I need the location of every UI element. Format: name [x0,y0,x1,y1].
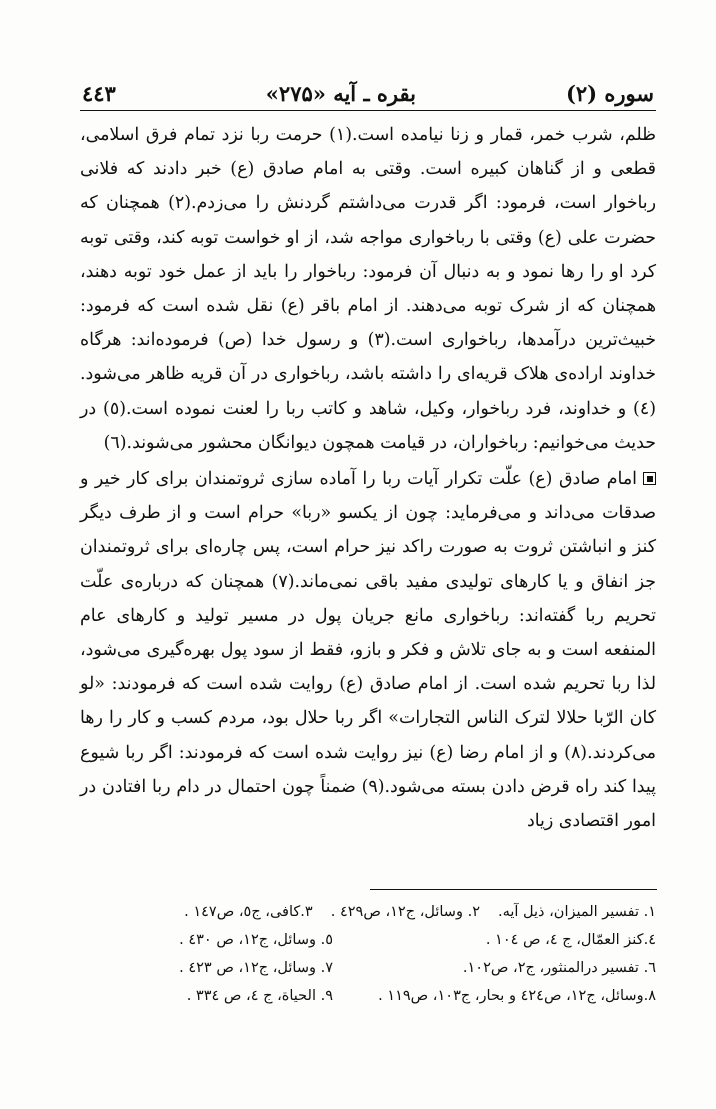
verse-title: بقره ـ آیه «۲۷۵» [265,80,416,106]
page-header [82,78,654,108]
footnote-2: ۲. وسائل، ج۱۲، ص٤۲۹ . [330,904,480,920]
paragraph-2 [80,462,656,838]
footnote-row [120,898,656,926]
page-number: ٤٤٣ [82,80,116,106]
footnote-row [120,954,656,982]
footnote-7: ۷. وسائل، ج۱۲، ص ٤۲۳ . [179,960,333,976]
footnote-3: ۳.کافی، ج٥، ص۱٤۷ . [184,904,313,920]
footnote-8: ۸.وسائل، ج۱۲، ص٤۲٤ و بحار، ج۱۰۳، ص۱۱۹ . [378,988,656,1004]
footnotes [120,898,656,1010]
paragraph-2-text: امام صادق (ع) علّت تکرار آیات ربا را آماده سازی ثروتمندان برای کار خیر و صدقات می‌داند و می‌فرماید: چون از یکسو «ربا» حرام است و از طرف دیگر کنز و انباشتن ثروت به صورت راکد نیز حرام است، پس چاره‌ای برای ثروتمندان جز انفاق و یا کارهای تولیدی مفید باقی نمی‌ماند.(۷) همچنان که درباره‌ی علّت تحریم ربا گفته‌اند: رباخواری مانع جریان پول در مسیر تولید و کارهای عام المنفعه است و به جای تلاش و فکر و بازو، فقط از سود پول بهره‌گیری می‌شود، لذا ربا تحریم شده است. از امام صادق (ع) روایت شده است که فرمودند: «لو کان الرّبا حلالا لترک الناس التجارات» اگر ربا حلال بود، مردم کسب و کار را رها می‌کردند.(۸) و از امام رضا (ع) نیز روایت شده است که فرمودند: اگر ربا شیوع پیدا کند راه قرض دادن بسته می‌شود.(۹) ضمناً چون احتمال در دام ربا افتادن در امور اقتصادی زیاد [80,469,656,832]
footnote-5: ٥. وسائل، ج۱۲، ص ٤۳۰ . [179,932,333,948]
surah-title: سوره (۲) [565,80,654,106]
footnote-4: ٤.کنز العمّال، ج ٤، ص ۱۰٤ . [485,932,656,948]
paragraph-1: ظلم، شرب خمر، قمار و زنا نیامده است.(۱) حرمت ربا نزد تمام فرق اسلامی، قطعی و از گناهان کبیره است. وقتی به امام صادق (ع) خبر دادند که فلانی رباخوار است، فرمود: اگر قدرت می‌داشتم گردنش را می‌زدم.(۲) همچنان که حضرت علی (ع) وقتی با رباخواری مواجه شد، از او خواست توبه کند، وقتی توبه کرد او را رها نمود و به دنبال آن فرمود: رباخوار را باید از عمل خود توبه دهند، همچنان که از شرک توبه می‌دهند. از امام باقر (ع) نقل شده است که فرمود: خبیث‌ترین درآمدها، رباخواری است.(۳) و رسول خدا (ص) فرموده‌اند: هرگاه خداوند اراده‌ی هلاک قریه‌ای را داشته باشد، رباخواری در آن قریه ظاهر می‌شود.(٤) و خداوند، فرد رباخوار، وکیل، شاهد و کاتب ربا را لعنت نموده است.(٥) در حدیث می‌خوانیم: رباخواران، در قیامت همچون دیوانگان محشور می‌شوند.(٦) [80,125,656,453]
footnote-9: ۹. الحیاة، ج ٤، ص ۳۳٤ . [186,988,333,1004]
footnote-1: ۱. تفسیر المیزان، ذیل آیه. [497,904,656,920]
footnote-6: ٦. تفسیر درالمنثور، ج۲، ص۱۰۲. [462,960,656,976]
footnote-row [120,982,656,1010]
header-divider [80,110,656,111]
footnote-divider [370,889,657,890]
footnote-row [120,926,656,954]
square-bullet-icon [643,472,656,485]
main-text [80,118,656,838]
